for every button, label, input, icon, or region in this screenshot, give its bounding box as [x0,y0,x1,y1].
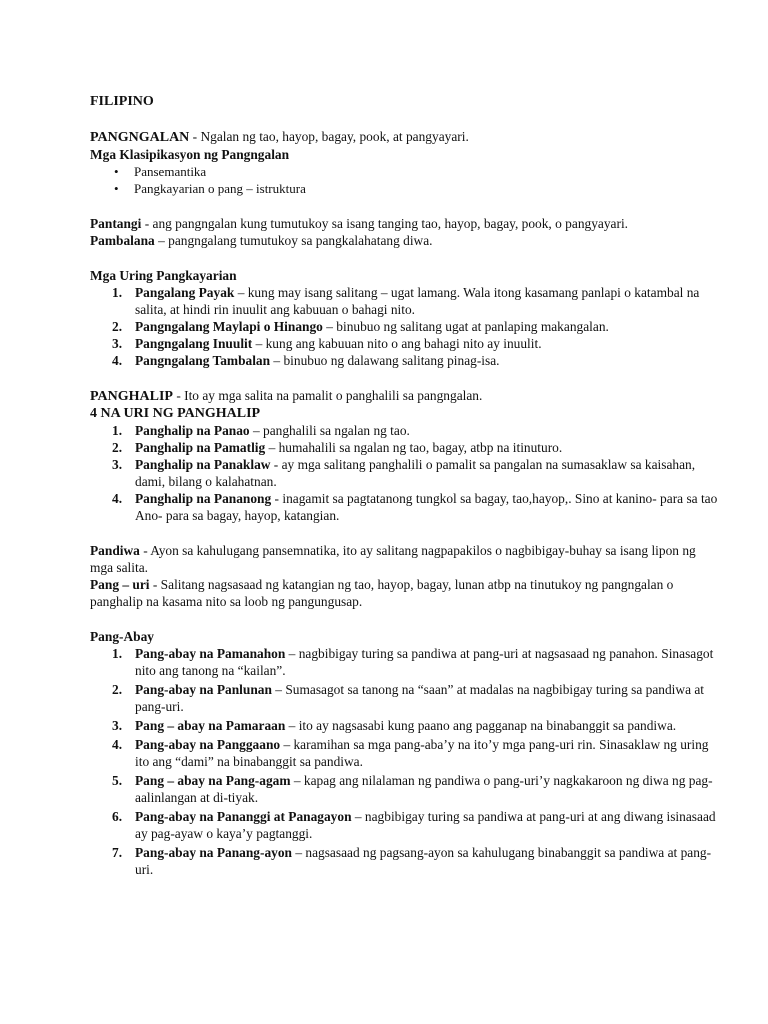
list-item: 2. Pangngalang Maylapi o Hinango – binubuo ng salitang ugat at panlaping makangalan. [112,319,609,334]
pangabay-list [90,645,720,878]
list-item: 7. Pang-abay na Panang-ayon – nagsasaad ng pagsang-ayon sa kahulugang binabanggit sa pandiwa at pang-uri. [112,845,712,877]
list-item: 6. Pang-abay na Pananggi at Panagayon – nagbibigay turing sa pandiwa at pang-uri at ang diwang isinasaad ay pag-ayaw o kaya’y pagtanggi. [112,809,716,841]
list-item: 5. Pang – abay na Pang-agam – kapag ang nilalaman ng pandiwa o pang-uri’y nagkakaroon ng diwa ng pag-aalinlangan at di-tiyak. [112,773,713,805]
pambalana-definition: Pambalana – pangngalang tumutukoy sa pangkalahatang diwa. [90,233,433,248]
list-item: 4. Panghalip na Pananong - inagamit sa pagtatanong tungkol sa bagay, tao,hayop,. Sino at kanino- para sa tao Ano- para sa bagay, hayop, katangian. [112,491,718,523]
uring-pangkayarian-heading: Mga Uring Pangkayarian [90,268,237,283]
list-item: 1. Pangalang Payak – kung may isang salitang – ugat lamang. Wala itong kasamang panlapi o katambal na salita, at hindi rin inuulit ang kabuuan o bahagi nito. [112,285,700,317]
list-item: 2. Panghalip na Pamatlig – humahalili sa ngalan ng tao, bagay, atbp na itinuturo. [112,440,563,455]
panghalip-list [90,422,720,524]
list-item: 4. Pang-abay na Panggaano – karamihan sa mga pang-aba’y na ito’y mga pang-uri rin. Sinasaklaw ng uring ito ang “dami” na binabanggit sa pandiwa. [112,737,709,769]
list-item: • Pangkayarian o pang – istruktura [90,180,720,197]
list-item: 3. Pangngalang Inuulit – kung ang kabuuan nito o ang bahagi nito ay inuulit. [112,336,542,351]
list-item: 3. Pang – abay na Pamaraan – ito ay nagsasabi kung paano ang pagganap na binabanggit sa pandiwa. [112,718,677,733]
pangngalan-definition: PANGNGALAN - Ngalan ng tao, hayop, bagay, pook, at pangyayari. [90,129,469,145]
uring-pangkayarian-list [90,284,720,369]
list-item: 1. Panghalip na Panao – panghalili sa ngalan ng tao. [112,423,410,438]
document-content [90,93,720,880]
pandiwa-definition: Pandiwa - Ayon sa kahulugang pansemnatika, ito ay salitang nagpapakilos o nagbibigay-buhay sa isang lipon ng mga salita. [90,543,696,575]
klasipikasyon-list [90,163,720,197]
list-item: 4. Pangngalang Tambalan – binubuo ng dalawang salitang pinag-isa. [112,353,500,368]
pangabay-heading: Pang-Abay [90,629,154,644]
list-item: 3. Panghalip na Panaklaw - ay mga salitang panghalili o pamalit sa pangalan na sumasaklaw sa kaisahan, dami, bilang o kalahatnan. [112,457,696,489]
pangngalan-term: PANGNGALAN [90,130,190,145]
list-item: 1. Pang-abay na Pamanahon – nagbibigay turing sa pandiwa at pang-uri at nagsasaad ng panahon. Sinasagot nito ang tanong na “kailan”. [112,646,714,678]
list-item: 2. Pang-abay na Panlunan – Sumasagot sa tanong na “saan” at madalas na nagbibigay turing sa pandiwa at pang-uri. [112,682,705,714]
klasipikasyon-heading: Mga Klasipikasyon ng Pangngalan [90,147,290,162]
panghalip-definition: PANGHALIP - Ito ay mga salita na pamalit o panghalili sa pangngalan. [90,388,483,404]
document-title: FILIPINO [90,94,154,109]
list-item: • Pansemantika [90,163,720,180]
pantangi-definition: Pantangi - ang pangngalan kung tumutukoy sa isang tanging tao, hayop, bagay, pook, o pangyayari. [90,216,629,231]
panguri-definition: Pang – uri - Salitang nagsasaad ng katangian ng tao, hayop, bagay, lunan atbp na tinutukoy ng pangngalan o panghalip na kasama nito sa loob ng pangungusap. [90,577,674,609]
panghalip-uri-heading: 4 NA URI NG PANGHALIP [90,406,261,421]
